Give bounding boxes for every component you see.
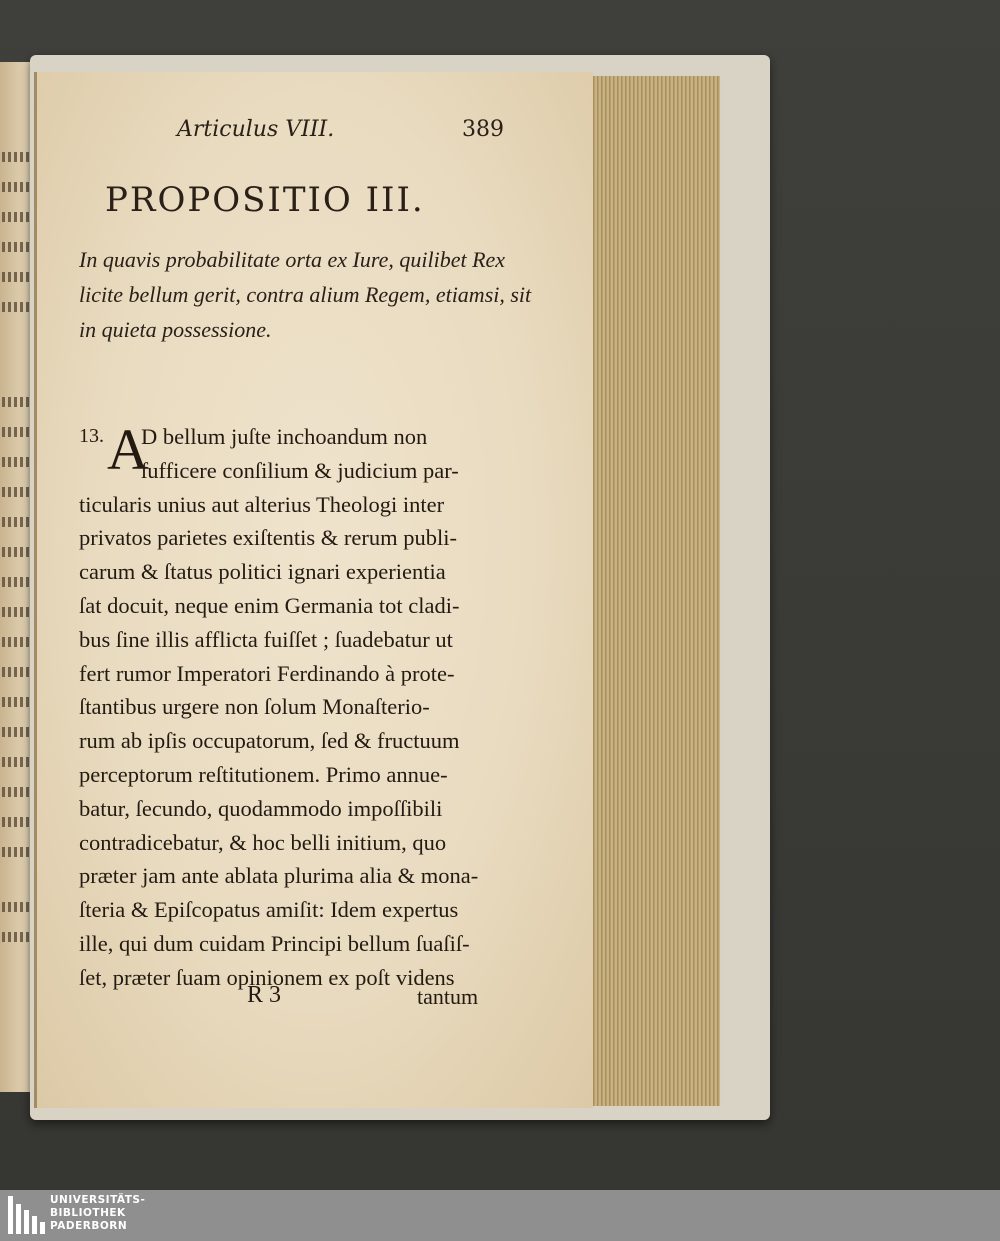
library-name bbox=[50, 1194, 145, 1233]
body-line: bus ſine illis afflicta fuiſſet ; ſuadebatur ut bbox=[79, 626, 453, 652]
body-line: præter jam ante ablata plurima alia & mona- bbox=[79, 863, 479, 889]
page-fore-edge bbox=[588, 76, 723, 1106]
body-line: privatos parietes exiſtentis & rerum publi- bbox=[79, 525, 458, 551]
library-name-line2: BIBLIOTHEK bbox=[50, 1207, 126, 1219]
catchword: tantum bbox=[417, 984, 479, 1009]
body-line: contradicebatur, & hoc belli initium, quo bbox=[79, 829, 447, 855]
body-line: fert rumor Imperatori Ferdinando à prote- bbox=[79, 660, 455, 686]
body-text bbox=[79, 417, 549, 995]
body-line: carum & ſtatus politici ignari experientia bbox=[79, 559, 446, 585]
body-line: ſufficere conſilium & judicium par- bbox=[141, 457, 459, 483]
library-name-line1: UNIVERSITÄTS- bbox=[50, 1194, 146, 1206]
body-line: ticularis unius aut alterius Theologi inter bbox=[79, 491, 445, 517]
body-line: ſtantibus urgere non ſolum Monaſterio- bbox=[79, 694, 430, 720]
body-line: perceptorum reſtitutionem. Primo annue- bbox=[79, 761, 448, 787]
library-footer bbox=[0, 1190, 1000, 1241]
proposition-text: In quavis probabilitate orta ex Iure, quilibet Rex licite bellum gerit, contra alium Regem, etiamsi, sit in quieta possessione. bbox=[79, 247, 532, 342]
page-number: 389 bbox=[462, 117, 504, 142]
drop-cap: A bbox=[107, 417, 149, 482]
library-name-line3: PADERBORN bbox=[50, 1220, 128, 1232]
book-page bbox=[34, 72, 593, 1108]
proposition-title: PROPOSITIO III. bbox=[105, 180, 425, 220]
body-line: batur, ſecundo, quodammodo impoſſibili bbox=[79, 795, 443, 821]
running-head-title: Articulus VIII. bbox=[177, 117, 335, 142]
body-line: D bellum juſte inchoandum non bbox=[141, 424, 428, 449]
body-line: ſteria & Epiſcopatus amiſit: Idem expertus bbox=[79, 897, 459, 923]
body-line: rum ab ipſis occupatorum, ſed & fructuum bbox=[79, 728, 460, 754]
body-line: ille, qui dum cuidam Principi bellum ſuaſiſ- bbox=[79, 930, 470, 956]
library-logo-icon bbox=[8, 1196, 44, 1234]
body-line: ſat docuit, neque enim Germania tot cladi- bbox=[79, 592, 460, 618]
signature-mark: R 3 bbox=[247, 982, 282, 1008]
body-line: ſet, præter ſuam opinionem ex poſt videns bbox=[79, 964, 455, 990]
paragraph-number: 13. bbox=[79, 425, 104, 447]
